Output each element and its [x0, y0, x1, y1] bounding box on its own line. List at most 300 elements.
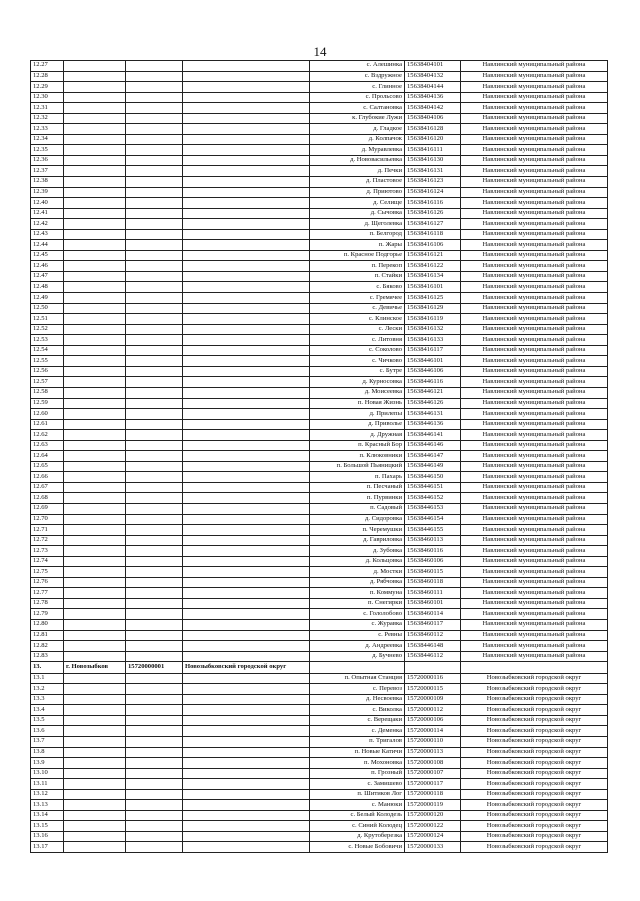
- municipality-cell: Навлинский муниципальный района: [461, 155, 608, 166]
- municipality-cell: Навлинский муниципальный района: [461, 535, 608, 546]
- district-code-cell: [126, 240, 183, 251]
- row-number-cell: 12.79: [31, 609, 64, 620]
- settlement-name-cell: п. Песчаный: [310, 482, 405, 493]
- row-number-cell: 12.59: [31, 398, 64, 409]
- municipality-name-cell: [183, 673, 310, 684]
- district-code-cell: [126, 324, 183, 335]
- district-center-cell: [64, 124, 126, 135]
- table-row: [31, 842, 608, 853]
- municipality-name-cell: [183, 261, 310, 272]
- municipality-name-cell: [183, 651, 310, 662]
- settlement-code-cell: 15638460118: [405, 577, 461, 588]
- settlement-name-cell: с. Бяково: [310, 282, 405, 293]
- row-number-cell: 12.44: [31, 240, 64, 251]
- district-center-cell: [64, 493, 126, 504]
- district-code-cell: [126, 155, 183, 166]
- municipality-name-cell: [183, 577, 310, 588]
- table-row: [31, 598, 608, 609]
- page-number: 14: [313, 44, 327, 59]
- row-number-cell: 12.74: [31, 556, 64, 567]
- row-number-cell: 12.28: [31, 71, 64, 82]
- municipality-cell: Новозыбковский городской округ: [461, 715, 608, 726]
- row-number-cell: 13.13: [31, 800, 64, 811]
- district-code-cell: [126, 92, 183, 103]
- table-row: [31, 124, 608, 135]
- row-number-cell: 12.46: [31, 261, 64, 272]
- municipality-name-cell: [183, 736, 310, 747]
- table-row: [31, 387, 608, 398]
- table-row: [31, 187, 608, 198]
- municipality-cell: Навлинский муниципальный района: [461, 240, 608, 251]
- settlement-code-cell: 15638416133: [405, 335, 461, 346]
- table-row: [31, 261, 608, 272]
- district-center-cell: [64, 229, 126, 240]
- row-number-cell: 12.64: [31, 451, 64, 462]
- table-row: [31, 821, 608, 832]
- municipality-cell: Новозыбковский городской округ: [461, 758, 608, 769]
- district-center-cell: [64, 208, 126, 219]
- municipality-name-cell: [183, 493, 310, 504]
- settlement-code-cell: 15638446146: [405, 440, 461, 451]
- municipality-name-cell: [183, 229, 310, 240]
- district-center-cell: [64, 282, 126, 293]
- settlement-name-cell: д. Бучнево: [310, 651, 405, 662]
- district-center-cell: [64, 271, 126, 282]
- settlement-name-cell: с. Вздружное: [310, 71, 405, 82]
- table-row: [31, 240, 608, 251]
- table-row: [31, 482, 608, 493]
- district-center-cell: [64, 482, 126, 493]
- district-center-cell: [64, 198, 126, 209]
- settlement-code-cell: 15638416111: [405, 145, 461, 156]
- municipality-name-cell: [183, 800, 310, 811]
- settlement-code-cell: 15638446141: [405, 430, 461, 441]
- district-center-cell: [64, 535, 126, 546]
- district-code-cell: [126, 219, 183, 230]
- municipality-cell: Навлинский муниципальный района: [461, 198, 608, 209]
- municipality-name-cell: [183, 831, 310, 842]
- settlement-code-cell: 15638416122: [405, 261, 461, 272]
- municipality-name-cell: [183, 619, 310, 630]
- district-code-cell: [126, 261, 183, 272]
- district-center-cell: [64, 609, 126, 620]
- row-number-cell: 12.37: [31, 166, 64, 177]
- municipality-name-cell: [183, 250, 310, 261]
- district-code-cell: [126, 641, 183, 652]
- district-code-cell: [126, 779, 183, 790]
- settlement-code-cell: 15720000120: [405, 810, 461, 821]
- row-number-cell: 12.32: [31, 113, 64, 124]
- settlement-code-cell: 15638416117: [405, 345, 461, 356]
- settlement-code-cell: 15720000110: [405, 736, 461, 747]
- table-row: [31, 430, 608, 441]
- municipality-cell: Навлинский муниципальный района: [461, 514, 608, 525]
- district-code-cell: [126, 71, 183, 82]
- district-center-cell: [64, 525, 126, 536]
- district-code-cell: [126, 673, 183, 684]
- district-center-cell: [64, 71, 126, 82]
- settlement-code-cell: 15720000109: [405, 694, 461, 705]
- district-center-cell: [64, 398, 126, 409]
- settlement-name-cell: д. Колпачок: [310, 134, 405, 145]
- settlement-name-cell: д. Печки: [310, 166, 405, 177]
- municipality-cell: Новозыбковский городской округ: [461, 789, 608, 800]
- row-number-cell: 12.42: [31, 219, 64, 230]
- municipality-name-cell: [183, 609, 310, 620]
- municipality-cell: Навлинский муниципальный района: [461, 493, 608, 504]
- municipality-name-cell: [183, 842, 310, 853]
- settlement-name-cell: п. Жары: [310, 240, 405, 251]
- settlement-name-cell: д. Муравлевка: [310, 145, 405, 156]
- settlement-name-cell: д. Моисеевка: [310, 387, 405, 398]
- settlement-code-cell: 15720000108: [405, 758, 461, 769]
- district-code-cell: [126, 187, 183, 198]
- district-center-cell: [64, 810, 126, 821]
- district-center-cell: [64, 366, 126, 377]
- district-code-cell: [126, 482, 183, 493]
- settlement-code-cell: 15720000115: [405, 684, 461, 695]
- table-row: [31, 250, 608, 261]
- district-center-cell: [64, 461, 126, 472]
- settlement-code-cell: 15720000113: [405, 747, 461, 758]
- municipality-name-cell: [183, 314, 310, 325]
- row-number-cell: 13.12: [31, 789, 64, 800]
- settlement-name-cell: с. Белый Колодезь: [310, 810, 405, 821]
- row-number-cell: 13.2: [31, 684, 64, 695]
- district-center-cell: [64, 779, 126, 790]
- municipality-name-cell: [183, 430, 310, 441]
- table-row: [31, 493, 608, 504]
- row-number-cell: 12.82: [31, 641, 64, 652]
- municipality-cell: Навлинский муниципальный района: [461, 525, 608, 536]
- row-number-cell: 12.40: [31, 198, 64, 209]
- settlement-name-cell: п. Черемушки: [310, 525, 405, 536]
- municipality-name-cell: [183, 324, 310, 335]
- district-code-cell: [126, 451, 183, 462]
- settlement-code-cell: 15638416116: [405, 198, 461, 209]
- settlement-name-cell: с. Гремячее: [310, 293, 405, 304]
- row-number-cell: 13.17: [31, 842, 64, 853]
- district-code-cell: [126, 694, 183, 705]
- district-center-cell: [64, 261, 126, 272]
- district-code-cell: [126, 198, 183, 209]
- municipality-name-cell: [183, 715, 310, 726]
- settlement-name-cell: п. Грозный: [310, 768, 405, 779]
- row-number-cell: 13.15: [31, 821, 64, 832]
- municipality-cell: Навлинский муниципальный района: [461, 366, 608, 377]
- municipality-name-cell: [183, 684, 310, 695]
- municipality-cell: Навлинский муниципальный района: [461, 134, 608, 145]
- municipality-name-cell: [183, 503, 310, 514]
- settlement-code-cell: 15638416132: [405, 324, 461, 335]
- settlement-code-cell: 15638446153: [405, 503, 461, 514]
- row-number-cell: 12.78: [31, 598, 64, 609]
- district-code-cell: [126, 250, 183, 261]
- settlement-code-cell: 15638416128: [405, 124, 461, 135]
- row-number-cell: 12.55: [31, 356, 64, 367]
- row-number-cell: 12.52: [31, 324, 64, 335]
- district-center-cell: [64, 134, 126, 145]
- table-row: [31, 747, 608, 758]
- district-code-cell: [126, 177, 183, 188]
- table-row: [31, 800, 608, 811]
- district-center-cell: [64, 842, 126, 853]
- municipality-name-cell: [183, 546, 310, 557]
- settlement-name-cell: с. Перевоз: [310, 684, 405, 695]
- district-code-cell: [126, 208, 183, 219]
- district-code-cell: [126, 134, 183, 145]
- municipality-cell: Навлинский муниципальный района: [461, 71, 608, 82]
- settlement-name-cell: п. Мохоновка: [310, 758, 405, 769]
- row-number-cell: 12.81: [31, 630, 64, 641]
- district-center-cell: [64, 821, 126, 832]
- district-code-cell: [126, 567, 183, 578]
- municipality-cell: Новозыбковский городской округ: [461, 673, 608, 684]
- settlement-code-cell: 15720000122: [405, 821, 461, 832]
- settlement-code-cell: 15638446126: [405, 398, 461, 409]
- row-number-cell: 12.33: [31, 124, 64, 135]
- district-center-cell: [64, 409, 126, 420]
- district-code-cell: [126, 758, 183, 769]
- settlement-code-cell: 15638416124: [405, 187, 461, 198]
- district-center-cell: [64, 345, 126, 356]
- row-number-cell: 12.76: [31, 577, 64, 588]
- settlement-code-cell: 15638416119: [405, 314, 461, 325]
- municipality-name-cell: [183, 356, 310, 367]
- row-number-cell: 12.47: [31, 271, 64, 282]
- district-code-cell: [126, 82, 183, 93]
- row-number-cell: 13.6: [31, 726, 64, 737]
- table-row: [31, 113, 608, 124]
- district-center-cell: [64, 240, 126, 251]
- table-row: [31, 345, 608, 356]
- district-center-cell: [64, 588, 126, 599]
- row-number-cell: 13.3: [31, 694, 64, 705]
- municipality-name-cell: [183, 366, 310, 377]
- district-code-cell: [126, 345, 183, 356]
- settlement-code-cell: 15638446152: [405, 493, 461, 504]
- district-center-cell: [64, 641, 126, 652]
- municipality-name-cell: [183, 472, 310, 483]
- settlement-name-cell: п. Красное Подгорье: [310, 250, 405, 261]
- settlement-code-cell: 15638416106: [405, 240, 461, 251]
- municipality-cell: Навлинский муниципальный района: [461, 335, 608, 346]
- municipality-cell: Новозыбковский городской округ: [461, 684, 608, 695]
- settlement-code-cell: 15720000112: [405, 705, 461, 716]
- municipality-cell: Новозыбковский городской округ: [461, 842, 608, 853]
- row-number-cell: 13.: [31, 662, 64, 674]
- settlement-name-cell: п. Большой Пьяницкий: [310, 461, 405, 472]
- district-code-cell: [126, 546, 183, 557]
- municipality-name-cell: [183, 768, 310, 779]
- district-code-cell: [126, 768, 183, 779]
- settlement-code-cell: 15638416123: [405, 177, 461, 188]
- table-row: [31, 166, 608, 177]
- settlement-code-cell: 15638416126: [405, 208, 461, 219]
- municipality-cell: Навлинский муниципальный района: [461, 345, 608, 356]
- settlement-name-cell: д. Рябчовка: [310, 577, 405, 588]
- settlement-name-cell: д. Нововасильевка: [310, 155, 405, 166]
- row-number-cell: 12.54: [31, 345, 64, 356]
- district-code-cell: [126, 61, 183, 72]
- settlement-name-cell: д. Сидоровка: [310, 514, 405, 525]
- municipality-cell: Новозыбковский городской округ: [461, 831, 608, 842]
- municipality-name-cell: [183, 377, 310, 388]
- row-number-cell: 12.50: [31, 303, 64, 314]
- district-code-cell: [126, 419, 183, 430]
- district-code-cell: [126, 715, 183, 726]
- municipality-cell: Навлинский муниципальный района: [461, 503, 608, 514]
- row-number-cell: 12.29: [31, 82, 64, 93]
- settlement-name-cell: д. Андреевка: [310, 641, 405, 652]
- settlement-code-cell: 15638460117: [405, 619, 461, 630]
- settlement-code-cell: [405, 662, 461, 674]
- district-code-cell: [126, 535, 183, 546]
- district-center-cell: [64, 514, 126, 525]
- district-center-cell: [64, 567, 126, 578]
- table-row: [31, 155, 608, 166]
- district-code-cell: [126, 124, 183, 135]
- table-row: [31, 619, 608, 630]
- settlement-name-cell: с. Лески: [310, 324, 405, 335]
- settlement-name-cell: с. Чичково: [310, 356, 405, 367]
- row-number-cell: 13.14: [31, 810, 64, 821]
- district-center-cell: [64, 440, 126, 451]
- district-center-cell: [64, 430, 126, 441]
- settlement-name-cell: д. Зубовка: [310, 546, 405, 557]
- municipality-cell: Навлинский муниципальный района: [461, 419, 608, 430]
- municipality-cell: Навлинский муниципальный района: [461, 451, 608, 462]
- municipality-cell: Навлинский муниципальный района: [461, 229, 608, 240]
- settlement-name-cell: с. Журавка: [310, 619, 405, 630]
- settlement-code-cell: 15638446151: [405, 482, 461, 493]
- settlement-code-cell: 15720000119: [405, 800, 461, 811]
- settlement-name-cell: п. Садовый: [310, 503, 405, 514]
- table-row: [31, 440, 608, 451]
- district-code-cell: [126, 293, 183, 304]
- district-center-cell: [64, 187, 126, 198]
- municipality-cell: Новозыбковский городской округ: [461, 800, 608, 811]
- table-row: [31, 92, 608, 103]
- district-code-cell: [126, 630, 183, 641]
- municipality-cell: Новозыбковский городской округ: [461, 736, 608, 747]
- settlement-name-cell: п. Пурвинки: [310, 493, 405, 504]
- table-row: [31, 472, 608, 483]
- table-row: [31, 577, 608, 588]
- municipality-cell: Навлинский муниципальный района: [461, 208, 608, 219]
- settlement-code-cell: 15720000133: [405, 842, 461, 853]
- row-number-cell: 12.41: [31, 208, 64, 219]
- district-code-cell: [126, 588, 183, 599]
- row-number-cell: 13.10: [31, 768, 64, 779]
- settlement-code-cell: 15638416127: [405, 219, 461, 230]
- row-number-cell: 12.48: [31, 282, 64, 293]
- municipality-cell: Навлинский муниципальный района: [461, 430, 608, 441]
- municipality-name-cell: [183, 134, 310, 145]
- settlement-code-cell: 15720000106: [405, 715, 461, 726]
- settlement-name-cell: д. Пластовое: [310, 177, 405, 188]
- municipality-name-cell: [183, 177, 310, 188]
- district-code-cell: [126, 684, 183, 695]
- row-number-cell: 12.34: [31, 134, 64, 145]
- settlement-code-cell: 15638446148: [405, 641, 461, 652]
- settlement-code-cell: 15638446131: [405, 409, 461, 420]
- municipality-name-cell: [183, 588, 310, 599]
- district-code-cell: [126, 821, 183, 832]
- municipality-cell: Навлинский муниципальный района: [461, 82, 608, 93]
- district-code-cell: [126, 810, 183, 821]
- municipality-cell: Навлинский муниципальный района: [461, 324, 608, 335]
- table-row: [31, 71, 608, 82]
- district-code-cell: [126, 598, 183, 609]
- municipality-name-cell: [183, 758, 310, 769]
- municipality-cell: Навлинский муниципальный района: [461, 482, 608, 493]
- settlement-name-cell: д. Кольцовка: [310, 556, 405, 567]
- table-row: [31, 303, 608, 314]
- settlement-name-cell: д. Мостки: [310, 567, 405, 578]
- settlement-code-cell: 15720000117: [405, 779, 461, 790]
- district-code-cell: [126, 113, 183, 124]
- municipality-cell: Навлинский муниципальный района: [461, 546, 608, 557]
- row-number-cell: 13.7: [31, 736, 64, 747]
- municipality-cell: Навлинский муниципальный района: [461, 461, 608, 472]
- municipality-cell: Навлинский муниципальный района: [461, 103, 608, 114]
- settlement-code-cell: 15638446147: [405, 451, 461, 462]
- settlement-code-cell: 15638446136: [405, 419, 461, 430]
- municipality-name-cell: [183, 535, 310, 546]
- municipality-name-cell: [183, 155, 310, 166]
- municipality-cell: Навлинский муниципальный района: [461, 356, 608, 367]
- row-number-cell: 12.60: [31, 409, 64, 420]
- district-center-cell: [64, 177, 126, 188]
- district-center-cell: [64, 472, 126, 483]
- district-code-cell: [126, 409, 183, 420]
- settlement-name-cell: п. Красный Бор: [310, 440, 405, 451]
- municipality-name-cell: [183, 71, 310, 82]
- row-number-cell: 12.35: [31, 145, 64, 156]
- row-number-cell: 12.39: [31, 187, 64, 198]
- settlement-code-cell: 15638416130: [405, 155, 461, 166]
- settlement-code-cell: 15638416125: [405, 293, 461, 304]
- table-row: [31, 758, 608, 769]
- municipality-name-cell: [183, 208, 310, 219]
- district-center-cell: [64, 377, 126, 388]
- table-row: [31, 810, 608, 821]
- settlement-code-cell: 15638404144: [405, 82, 461, 93]
- district-center-cell: [64, 598, 126, 609]
- settlement-name-cell: д. Несвоевка: [310, 694, 405, 705]
- district-center-cell: [64, 651, 126, 662]
- district-center-cell: [64, 726, 126, 737]
- table-row: [31, 208, 608, 219]
- municipality-name-cell: [183, 440, 310, 451]
- district-code-cell: [126, 736, 183, 747]
- municipality-name-cell: [183, 166, 310, 177]
- table-row: [31, 398, 608, 409]
- municipality-cell: Навлинский муниципальный района: [461, 409, 608, 420]
- municipality-name-cell: [183, 779, 310, 790]
- row-number-cell: 12.65: [31, 461, 64, 472]
- municipality-cell: Навлинский муниципальный района: [461, 588, 608, 599]
- settlement-code-cell: 15638460112: [405, 630, 461, 641]
- table-row: [31, 726, 608, 737]
- settlement-code-cell: 15638416101: [405, 282, 461, 293]
- settlement-code-cell: 15638460114: [405, 609, 461, 620]
- settlement-code-cell: 15638446121: [405, 387, 461, 398]
- table-row: [31, 694, 608, 705]
- district-center-cell: [64, 113, 126, 124]
- district-code-cell: [126, 705, 183, 716]
